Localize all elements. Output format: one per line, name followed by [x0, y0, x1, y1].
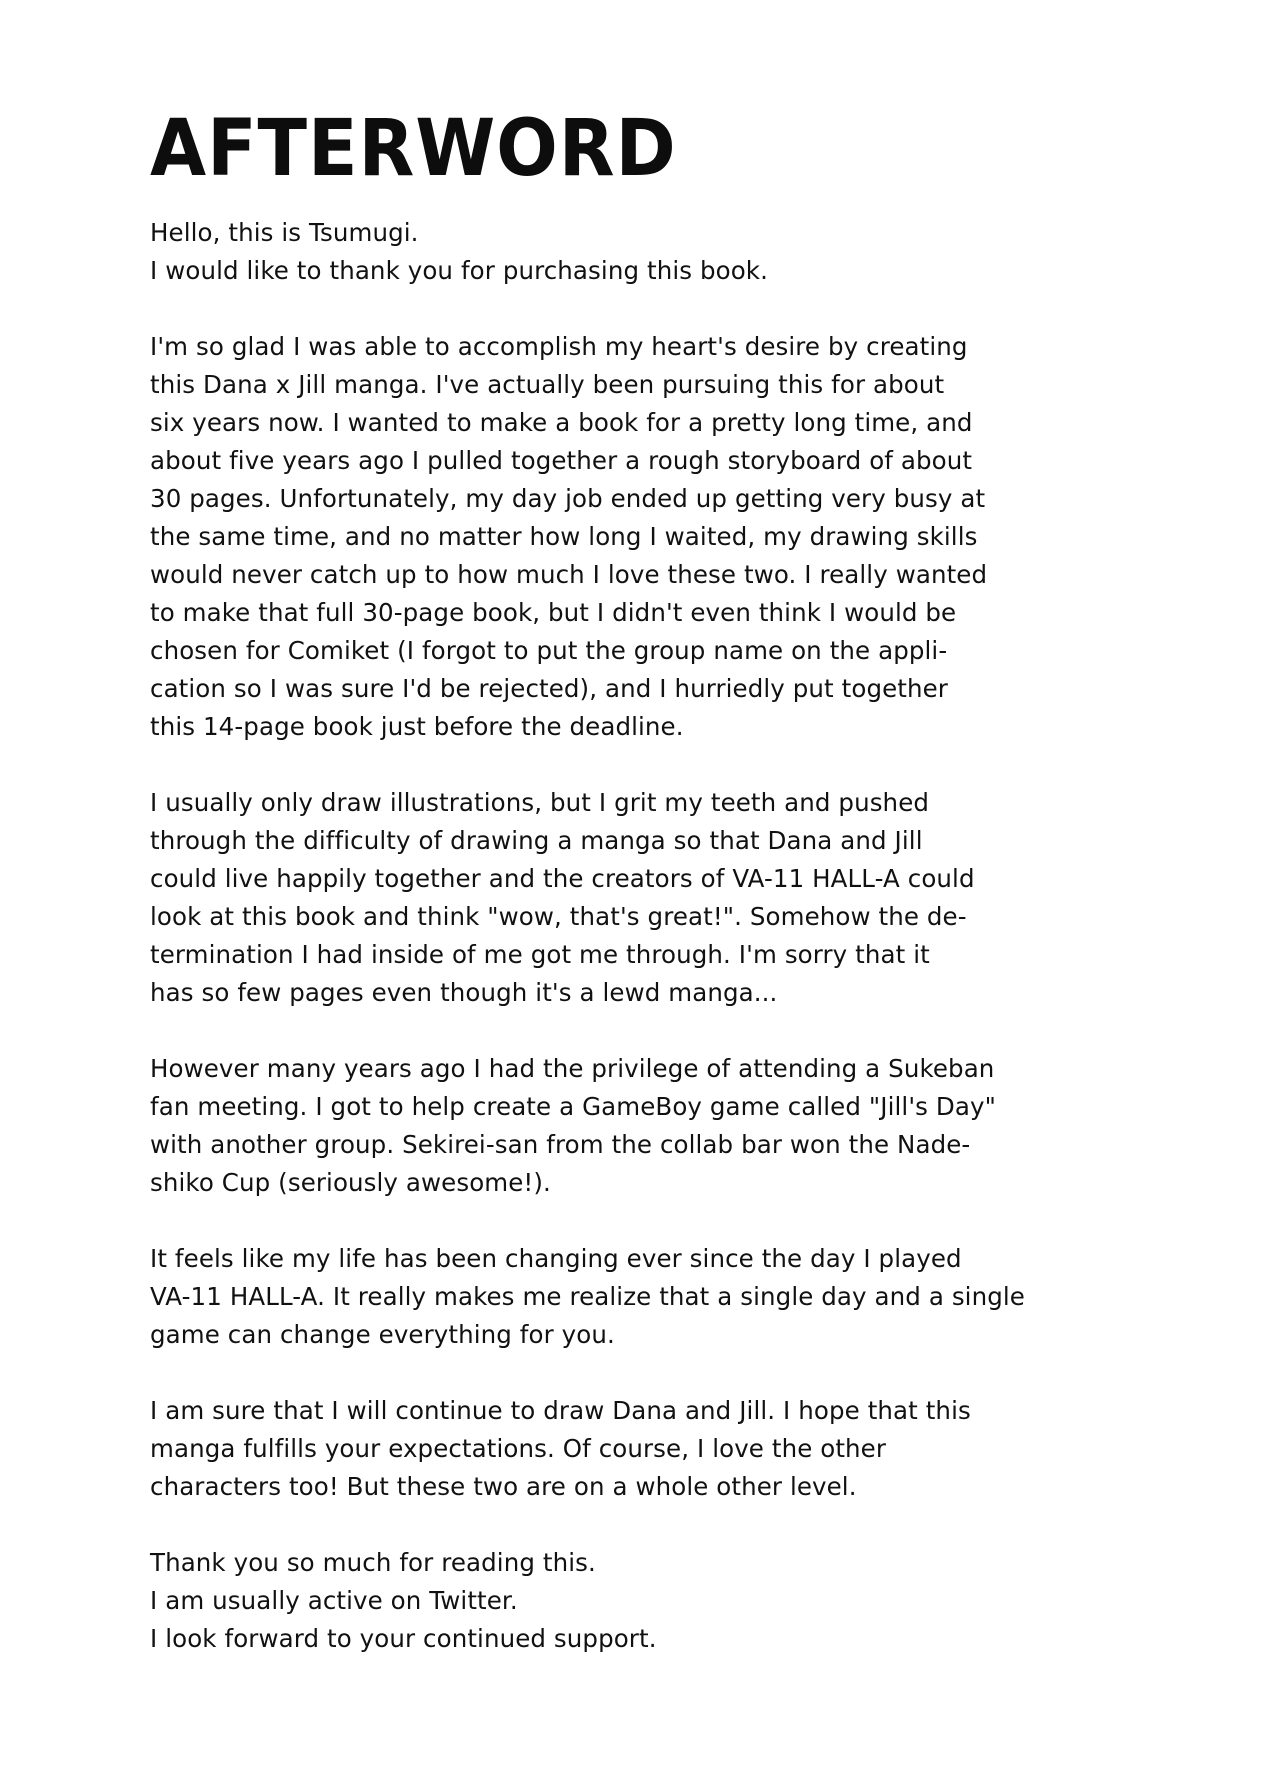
text-line: 30 pages. Unfortunately, my day job ended up getting very busy at	[150, 484, 986, 513]
afterword-body	[150, 214, 1150, 1658]
paragraph-continue-drawing	[150, 1392, 1150, 1506]
page-title: AFTERWORD	[150, 104, 677, 194]
text-line: I am usually active on Twitter.	[150, 1586, 518, 1615]
paragraph-closing	[150, 1544, 1150, 1658]
text-line: Thank you so much for reading this.	[150, 1548, 596, 1577]
text-line: through the difficulty of drawing a manga so that Dana and Jill	[150, 826, 923, 855]
text-line: fan meeting. I got to help create a GameBoy game called "Jill's Day"	[150, 1092, 996, 1121]
text-line: manga fulfills your expectations. Of course, I love the other	[150, 1434, 887, 1463]
text-line: to make that full 30-page book, but I didn't even think I would be	[150, 598, 957, 627]
text-line: six years now. I wanted to make a book for a pretty long time, and	[150, 408, 973, 437]
text-line: I usually only draw illustrations, but I grit my teeth and pushed	[150, 788, 930, 817]
text-line: shiko Cup (seriously awesome!).	[150, 1168, 551, 1197]
text-line: with another group. Sekirei-san from the collab bar won the Nade-	[150, 1130, 971, 1159]
text-line: this 14-page book just before the deadline.	[150, 712, 684, 741]
paragraph-life-changing	[150, 1240, 1150, 1354]
text-line: I am sure that I will continue to draw Dana and Jill. I hope that this	[150, 1396, 971, 1425]
text-line: termination I had inside of me got me through. I'm sorry that it	[150, 940, 930, 969]
text-line: It feels like my life has been changing ever since the day I played	[150, 1244, 962, 1273]
text-line: However many years ago I had the privilege of attending a Sukeban	[150, 1054, 995, 1083]
text-line: characters too! But these two are on a whole other level.	[150, 1472, 857, 1501]
text-line: would never catch up to how much I love these two. I really wanted	[150, 560, 988, 589]
paragraph-greeting	[150, 214, 1150, 290]
text-line: Hello, this is Tsumugi.	[150, 218, 419, 247]
text-line: VA-11 HALL-A. It really makes me realize that a single day and a single	[150, 1282, 1025, 1311]
text-line: game can change everything for you.	[150, 1320, 615, 1349]
text-line: look at this book and think "wow, that's great!". Somehow the de-	[150, 902, 967, 931]
text-line: I would like to thank you for purchasing this book.	[150, 256, 768, 285]
paragraph-fan-meeting	[150, 1050, 1150, 1202]
text-line: this Dana x Jill manga. I've actually been pursuing this for about	[150, 370, 945, 399]
text-line: has so few pages even though it's a lewd manga...	[150, 978, 778, 1007]
text-line: I look forward to your continued support.	[150, 1624, 657, 1653]
paragraph-drawing-manga	[150, 784, 1150, 1012]
text-line: the same time, and no matter how long I waited, my drawing skills	[150, 522, 978, 551]
text-line: chosen for Comiket (I forgot to put the group name on the appli-	[150, 636, 948, 665]
text-line: cation so I was sure I'd be rejected), and I hurriedly put together	[150, 674, 948, 703]
text-line: about five years ago I pulled together a rough storyboard of about	[150, 446, 973, 475]
paragraph-book-origin	[150, 328, 1150, 746]
text-line: I'm so glad I was able to accomplish my heart's desire by creating	[150, 332, 968, 361]
afterword-page	[150, 106, 1150, 1696]
text-line: could live happily together and the creators of VA-11 HALL-A could	[150, 864, 975, 893]
